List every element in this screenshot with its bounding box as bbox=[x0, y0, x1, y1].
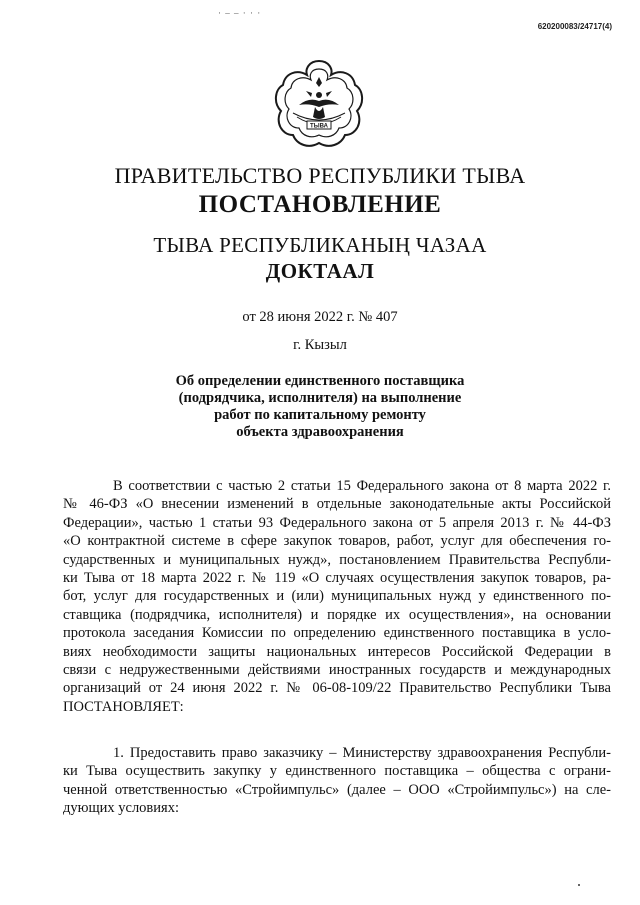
decree-title-ru: ПОСТАНОВЛЕНИЕ bbox=[198, 191, 442, 218]
scan-artifact: · – – · · · bbox=[218, 8, 262, 18]
text-line: Федерации», частью 1 статьи 93 Федерального закона от 5 апреля 2013 г. № 44-ФЗ bbox=[63, 514, 611, 531]
government-title-ru: ПРАВИТЕЛЬСТВО РЕСПУБЛИКИ ТЫВА bbox=[114, 163, 526, 188]
decree-date-number: от 28 июня 2022 г. № 407 bbox=[242, 309, 398, 325]
government-title-tyv: ТЫВА РЕСПУБЛИКАНЫҢ ЧАЗАА bbox=[153, 233, 487, 257]
text-line: В соответствии с частью 2 статьи 15 Федерального закона от 8 марта 2022 г. bbox=[113, 478, 611, 494]
text-line: ки Тыва осуществить закупку у единственного поставщика – общества с ограни- bbox=[63, 763, 611, 780]
decree-subject bbox=[0, 373, 640, 441]
scan-artifact bbox=[578, 884, 580, 886]
text-line: протокола заседания Комиссии по определению единственного поставщика в усло- bbox=[63, 625, 611, 642]
text-line: бот, услуг для государственных и (или) муниципальных нужд у единственного по- bbox=[63, 588, 611, 605]
text-line: «О контрактной системе в сфере закупок товаров, работ, услуг для обеспечения го- bbox=[63, 533, 611, 550]
text-line: ПОСТАНОВЛЯЕТ: bbox=[63, 698, 184, 715]
text-line: сударственных и муниципальных нужд», постановлением Правительства Республи- bbox=[63, 551, 611, 568]
preamble-paragraph bbox=[63, 477, 611, 716]
subject-line: работ по капитальному ремонту bbox=[214, 407, 426, 423]
document-id: 620200083/24717(4) bbox=[537, 22, 612, 31]
text-line: виях необходимости защиты национальных интересов Российской Федерации в bbox=[63, 643, 611, 660]
text-line: ченной ответственностью «Стройимпульс» (далее – ООО «Стройимпульс») на сле- bbox=[63, 781, 611, 798]
text-line: 1. Предоставить право заказчику – Министерству здравоохранения Республи- bbox=[113, 745, 611, 761]
text-line: организаций от 24 июня 2022 г. № 06-08-109/22 Правительство Республики Тыва bbox=[63, 680, 611, 697]
subject-line: объекта здравоохранения bbox=[236, 424, 404, 440]
decree-city: г. Кызыл bbox=[293, 337, 347, 353]
text-line: связи с недружественными действиями иностранных государств и международных bbox=[63, 662, 611, 679]
emblem-banner-text: ТЫВА bbox=[310, 123, 328, 130]
decree-title-tyv: ДОКТААЛ bbox=[265, 259, 375, 283]
subject-line: Об определении единственного поставщика bbox=[175, 373, 465, 389]
subject-line: (подрядчика, исполнителя) на выполнение bbox=[178, 390, 462, 406]
clause-1-paragraph bbox=[63, 744, 611, 818]
text-line: ставщика (подрядчика, исполнителя) и порядке их осуществления», на основании bbox=[63, 606, 611, 623]
tuva-coat-of-arms-icon bbox=[271, 57, 367, 153]
text-line: ки Тыва от 18 марта 2022 г. № 119 «О случаях осуществления закупок товаров, ра- bbox=[63, 570, 611, 587]
text-line: дующих условиях: bbox=[63, 800, 179, 817]
text-line: № 46-ФЗ «О внесении изменений в отдельные законодательные акты Российской bbox=[63, 496, 611, 513]
